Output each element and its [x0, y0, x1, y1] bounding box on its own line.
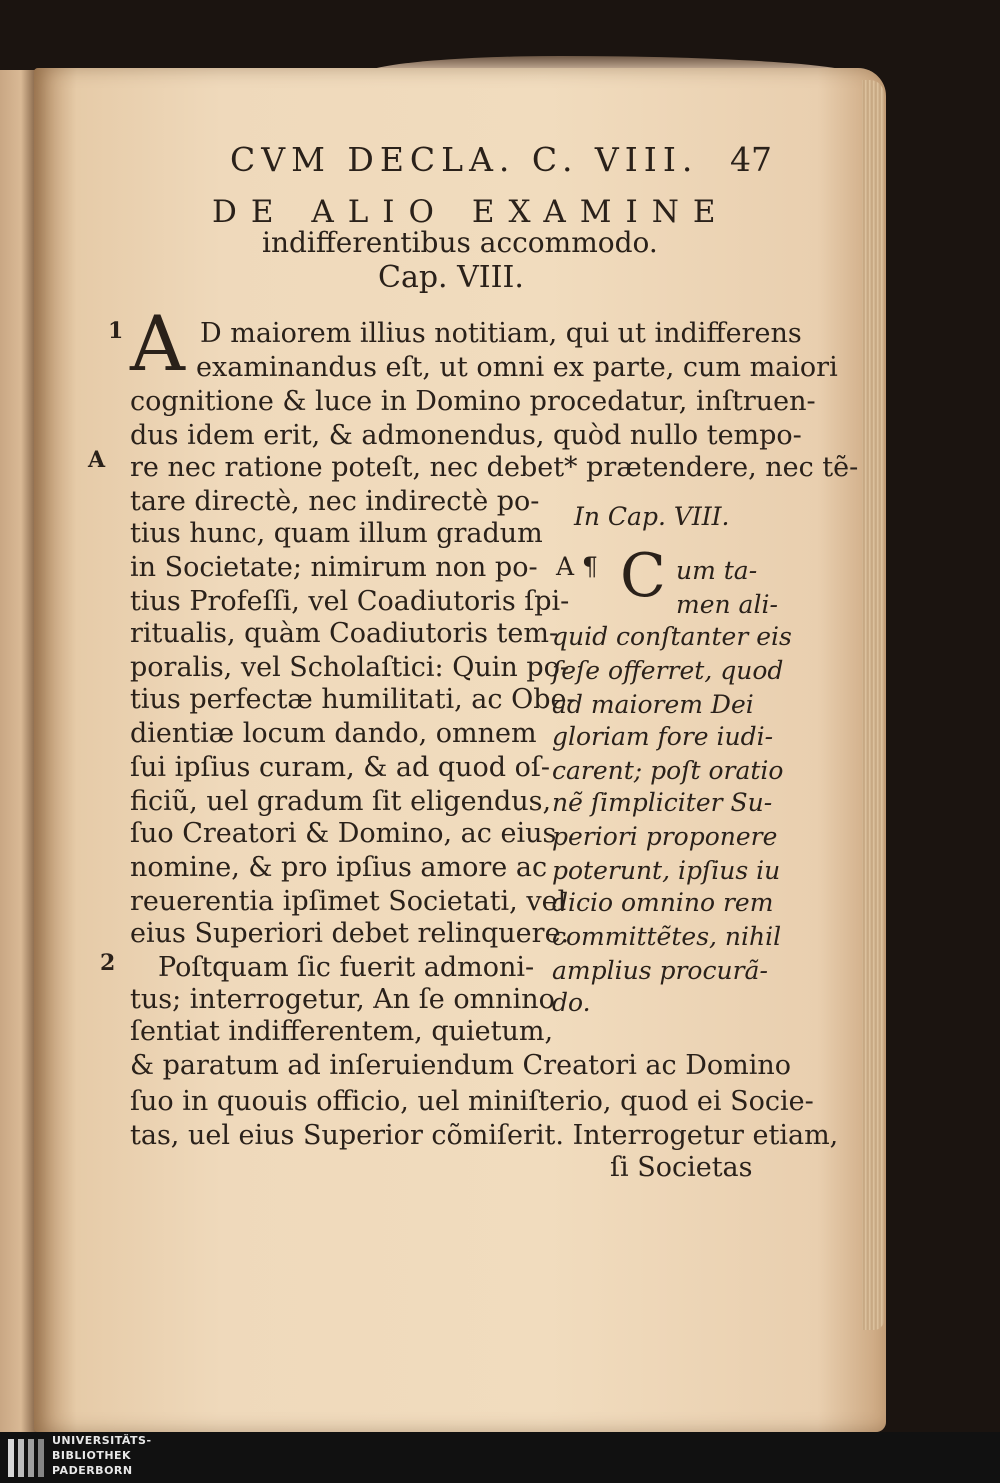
drop-cap: A	[130, 299, 185, 388]
body-line: D maiorem illius notitiam, qui ut indifferens	[200, 318, 802, 349]
body-line: ſentiat indifferentem, quietum,	[130, 1016, 554, 1047]
body-line: tius Profeſſi, vel Coadiutoris ſpi-	[130, 586, 570, 617]
catchword: ſi Societas	[610, 1152, 753, 1183]
body-line: ſuo Creatori & Domino, ac eius	[130, 818, 557, 849]
library-logo-icon	[6, 1437, 46, 1483]
body-line: tius hunc, quam illum gradum	[130, 518, 543, 549]
chapter-subtitle: indifferentibus accommodo.	[262, 226, 658, 259]
body-line: re nec ratione poteſt, nec debet* prætendere, nec tẽ-	[130, 452, 859, 483]
marginal-note-marker: A ¶	[556, 552, 598, 581]
marginal-note-line: poterunt, ipſius iu	[552, 856, 781, 885]
body-line: dus idem erit, & admonendus, quòd nullo tempo-	[130, 420, 802, 451]
marginal-note-heading: In Cap. VIII.	[574, 502, 730, 531]
body-line: tas, uel eius Superior cõmiſerit. Interrogetur etiam,	[130, 1120, 839, 1151]
marginal-note-line: um ta-	[676, 556, 758, 585]
chapter-number: Cap. VIII.	[378, 260, 524, 295]
body-line: Poſtquam ſic fuerit admoni-	[158, 952, 535, 983]
marginal-note-line: do.	[552, 988, 591, 1017]
library-name-line-3: PADERBORN	[52, 1464, 133, 1477]
body-line: nomine, & pro ipſius amore ac	[130, 852, 548, 883]
marginal-note-line: ad maiorem Dei	[552, 690, 754, 719]
marginal-drop-cap: C	[620, 541, 666, 611]
body-line: ficiũ, uel gradum ſit eligendus,	[130, 786, 552, 817]
marginal-note-line: committẽtes, nihil	[552, 922, 782, 951]
body-line: tare directè, nec indirectè po-	[130, 486, 540, 517]
facing-page-edge	[0, 70, 38, 1432]
marginal-note-line: nẽ ſimpliciter Su-	[552, 788, 773, 817]
marginal-note-line: men ali-	[676, 590, 778, 619]
margin-number-1: 1	[108, 318, 124, 344]
page-fore-edge	[862, 80, 884, 1330]
marginal-note-line: ſeſe offerret, quod	[552, 656, 784, 685]
body-line: tus; interrogetur, An ſe omnino	[130, 984, 555, 1015]
body-line: poralis, vel Scholaſtici: Quin po-	[130, 652, 569, 683]
marginal-note-line: carent; poſt oratio	[552, 756, 784, 785]
running-head: CVM DECLA. C. VIII.	[230, 140, 699, 179]
body-line: in Societate; nimirum non po-	[130, 552, 538, 583]
body-line: ritualis, quàm Coadiutoris tem-	[130, 618, 559, 649]
marginal-note-line: gloriam fore iudi-	[552, 722, 774, 751]
margin-marker-a: A	[88, 447, 106, 473]
margin-number-2: 2	[100, 950, 116, 976]
body-line: tius perfectæ humilitati, ac Obe-	[130, 684, 576, 715]
chapter-title: DE ALIO EXAMINE	[212, 194, 730, 230]
marginal-note-line: periori proponere	[552, 822, 778, 851]
page-number: 47	[730, 140, 772, 179]
library-name-line-1: UNIVERSITÄTS-	[52, 1434, 152, 1447]
body-line: eius Superiori debet relinquere.	[130, 918, 570, 949]
marginal-note-line: dicio omnino rem	[552, 888, 774, 917]
body-line: dientiæ locum dando, omnem	[130, 718, 537, 749]
body-line: examinandus eſt, ut omni ex parte, cum maiori	[196, 352, 838, 383]
marginal-note-line: amplius procurã-	[552, 956, 768, 985]
body-line: reuerentia ipſimet Societati, vel	[130, 886, 567, 917]
body-line: ſuo in quouis officio, uel miniſterio, quod ei Socie-	[130, 1086, 814, 1117]
body-line: & paratum ad inſeruiendum Creatori ac Domino	[130, 1050, 791, 1081]
marginal-note-line: quid conſtanter eis	[552, 622, 792, 651]
body-line: cognitione & luce in Domino procedatur, inſtruen-	[130, 386, 816, 417]
body-line: ſui ipſius curam, & ad quod oſ-	[130, 752, 551, 783]
library-name-line-2: BIBLIOTHEK	[52, 1449, 132, 1462]
